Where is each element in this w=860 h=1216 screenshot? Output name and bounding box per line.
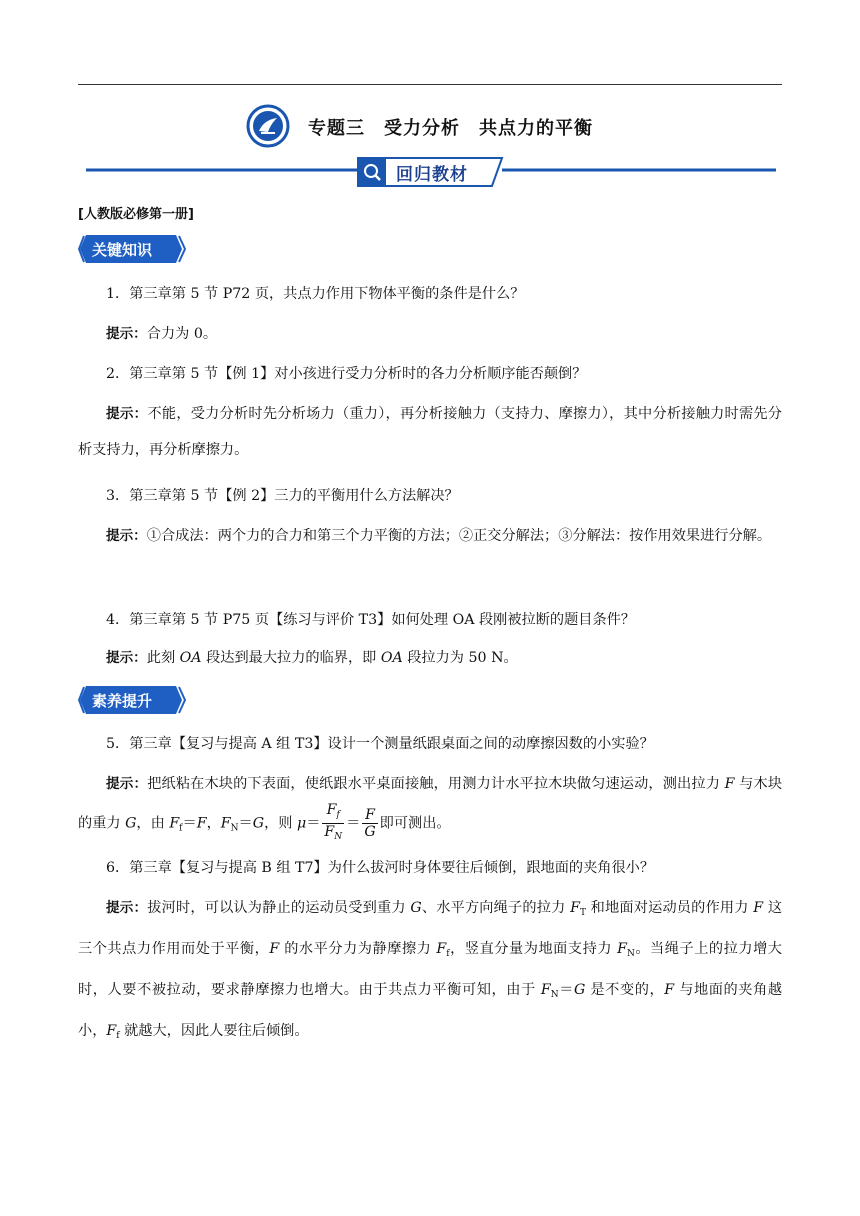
frac-num-sub: f	[336, 810, 340, 820]
answer-text: 这三个共点力作用而处于平衡，	[78, 900, 783, 957]
answer-subscript: f	[116, 1031, 120, 1041]
question-5: 5．第三章【复习与提高 A 组 T3】设计一个测量纸跟桌面之间的动摩擦因数的小实验？	[106, 736, 654, 752]
section-tag-improvement	[78, 684, 188, 716]
check-wing-icon	[246, 104, 290, 148]
answer-text: 此刻	[146, 650, 180, 666]
answer-text: 段拉力为 50 N。	[402, 650, 518, 666]
frac-num: F	[362, 807, 377, 824]
answer-6	[78, 890, 782, 1054]
question-3: 3．第三章第 5 节【例 2】三力的平衡用什么方法解决？	[106, 488, 459, 504]
answer-text: 段达到最大拉力的临界，即	[201, 650, 381, 666]
frac-den: G	[364, 824, 376, 840]
hint-label: 提示：	[106, 900, 148, 916]
answer-text: 即可测出。	[379, 815, 451, 832]
answer-subscript: f	[446, 949, 450, 959]
banner-label: 回归教材	[396, 165, 468, 185]
answer-var: F	[753, 900, 764, 916]
answer-1	[78, 316, 782, 352]
answer-text: 与木块的重力	[78, 776, 783, 832]
answer-5	[78, 766, 782, 847]
answer-subscript: N	[550, 990, 559, 1000]
answer-var: OA	[380, 650, 403, 666]
answer-var: F	[106, 1023, 117, 1039]
answer-text: 不能，受力分析时先分析场力（重力），再分析接触力（支持力、摩擦力），其中分析接触力时需先分析支持力，再分析摩擦力。	[78, 406, 782, 458]
answer-subscript: T	[579, 908, 586, 918]
question-1: 1．第三章第 5 节 P72 页，共点力作用下物体平衡的条件是什么？	[106, 286, 525, 302]
answer-text: ，由	[136, 815, 170, 832]
answer-text: 就越大，因此人要往后倾倒。	[119, 1023, 309, 1039]
page-title: 专题三 受力分析 共点力的平衡	[308, 118, 593, 139]
answer-var: F	[570, 900, 580, 916]
answer-text: 是不变的，	[585, 982, 665, 998]
answer-4	[78, 640, 782, 676]
answer-var: F	[540, 982, 551, 998]
answer-text: 和地面对运动员的作用力	[586, 900, 754, 916]
answer-text: 的水平分力为静摩擦力	[279, 941, 437, 957]
answer-var: F	[436, 941, 447, 957]
answer-var: F	[196, 815, 207, 832]
answer-text: ，则	[264, 815, 297, 832]
hint-label: 提示：	[106, 650, 147, 666]
hint-label: 提示：	[106, 776, 148, 792]
answer-2	[78, 396, 782, 468]
fraction	[362, 807, 377, 840]
answer-var: G	[573, 982, 586, 998]
title-row	[0, 104, 860, 150]
answer-var: F	[617, 941, 627, 957]
answer-var: G	[252, 815, 265, 832]
answer-text: 与地面的夹角越小，	[78, 982, 783, 1039]
answer-3	[78, 518, 782, 554]
answer-text: 拔河时，可以认为静止的运动员受到重力	[147, 900, 411, 916]
frac-den-sub: N	[334, 832, 343, 842]
hint-label: 提示：	[106, 406, 148, 422]
frac-den: F	[324, 824, 335, 840]
answer-text: ＝	[346, 815, 361, 832]
answer-text: ＝	[182, 815, 197, 832]
answer-text: ，	[206, 815, 221, 832]
answer-text: ①合成法：两个力的合力和第三个力平衡的方法；②正交分解法；③分解法：按作用效果进行分解。	[146, 528, 772, 544]
hint-label: 提示：	[106, 326, 147, 342]
answer-var: F	[724, 776, 735, 792]
hint-label: 提示：	[106, 528, 147, 544]
section-label: 素养提升	[92, 692, 153, 710]
answer-text: 、水平方向绳子的拉力	[421, 900, 571, 916]
answer-var: F	[269, 941, 280, 957]
answer-var: F	[664, 982, 675, 998]
answer-text: 。当绳子上的拉力增大时，人要不被拉动，要求静摩擦力也增大。由于共点力平衡可知，由于	[78, 941, 782, 998]
edition-label: [人教版必修第一册]	[78, 207, 194, 222]
section-tag-key-knowledge	[78, 233, 188, 265]
answer-var: G	[410, 900, 422, 916]
answer-text: ＝	[558, 982, 574, 998]
section-label: 关键知识	[92, 241, 153, 259]
answer-subscript: N	[230, 823, 239, 834]
frac-num: F	[326, 802, 337, 818]
answer-subscript: f	[179, 823, 183, 834]
answer-text: 把纸粘在木块的下表面，使纸跟水平桌面接触，用测力计水平拉木块做匀速运动，测出拉力	[147, 776, 725, 792]
answer-text: ，竖直分量为地面支持力	[449, 941, 618, 957]
answer-var: G	[125, 815, 137, 832]
question-6: 6．第三章【复习与提高 B 组 T7】为什么拔河时身体要往后倾倒，跟地面的夹角很小？	[106, 860, 655, 876]
answer-var: μ	[296, 815, 307, 832]
fraction	[322, 802, 344, 845]
answer-subscript: N	[626, 949, 635, 959]
answer-var: OA	[179, 650, 202, 666]
question-4: 4．第三章第 5 节 P75 页【练习与评价 T3】如何处理 OA 段刚被拉断的题目条件？	[106, 612, 636, 628]
answer-var: F	[169, 815, 180, 832]
answer-var: F	[220, 815, 231, 832]
answer-text: ＝	[238, 815, 253, 832]
top-rule	[78, 84, 782, 85]
answer-text: ＝	[306, 815, 321, 832]
question-2: 2．第三章第 5 节【例 1】对小孩进行受力分析时的各力分析顺序能否颠倒？	[106, 366, 587, 382]
answer-text: 合力为 0。	[146, 326, 218, 342]
